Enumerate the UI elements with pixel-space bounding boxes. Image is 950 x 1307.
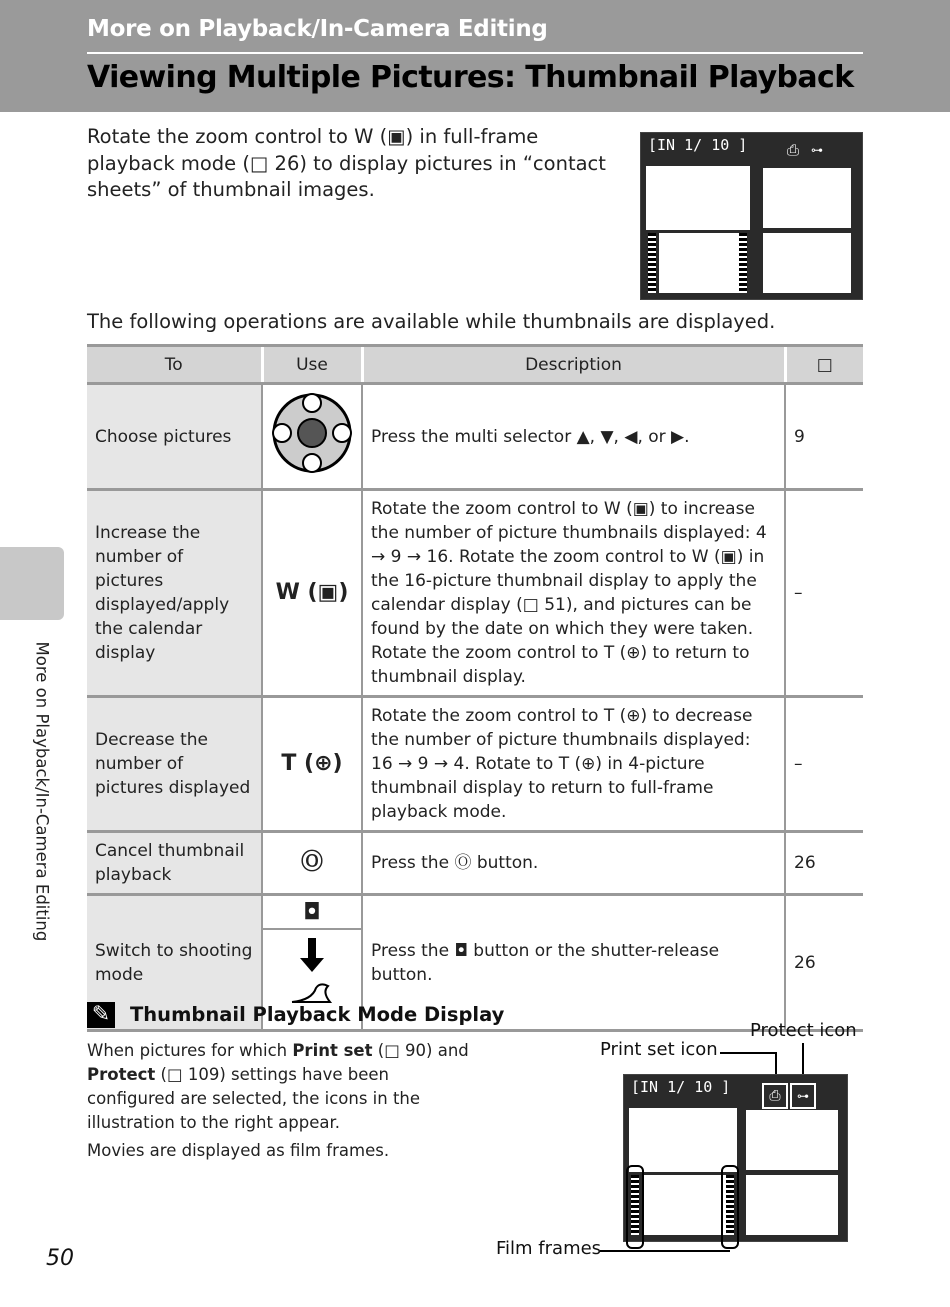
thumbnail-screen-illustration (640, 132, 863, 300)
note-paragraph-1: When pictures for which Print set (□ 90) and Protect (□ 109) settings have been configured are selected, the icons in the illustration to the right appear. (87, 1041, 469, 1132)
side-tab-label: More on Playback/In-Camera Editing (32, 641, 52, 942)
thumbnail-4 (763, 233, 851, 293)
table-header-row (87, 346, 863, 384)
intro-paragraph: Rotate the zoom control to W (▣) in full-frame playback mode (□ 26) to display pictures in “contact sheets” of thumbnail images. (87, 125, 606, 201)
row-description: Press the ◘ button or the shutter-release button. (362, 895, 785, 1031)
frame-counter: [IN 1/ 10 ] (631, 1078, 731, 1096)
film-frame-marker-left (626, 1165, 644, 1249)
print-set-icon: ⎙ (787, 141, 800, 159)
row-page: – (785, 490, 863, 697)
thumbnail-2 (746, 1110, 838, 1170)
side-tab (0, 547, 64, 620)
multi-selector-icon (262, 384, 362, 490)
thumbnail-3 (659, 233, 739, 293)
header-description: Description (362, 346, 785, 384)
frame-counter: [IN 1/ 10 ] (648, 136, 748, 154)
film-frames-leader-left (600, 1250, 632, 1252)
note-body (87, 1039, 482, 1167)
operations-intro: The following operations are available while thumbnails are displayed. (87, 310, 776, 333)
table-row (87, 384, 863, 490)
note-paragraph-2: Movies are displayed as film frames. (87, 1141, 390, 1160)
thumbnail-1 (648, 168, 748, 228)
protect-icon: ⊶ (790, 1083, 816, 1109)
film-frames-leader (632, 1250, 730, 1252)
row-page: 26 (785, 832, 863, 895)
zoom-in-t-icon: T (⊕) (262, 697, 362, 832)
table-row (87, 832, 863, 895)
protect-icon-callout: Protect icon (750, 1020, 857, 1041)
row-to: Decrease the number of pictures displayed (87, 697, 262, 832)
thumbnail-1 (631, 1110, 735, 1170)
section-title: More on Playback/In-Camera Editing (87, 16, 548, 42)
print-set-icon-callout: Print set icon (600, 1039, 718, 1060)
table-row (87, 697, 863, 832)
film-frame-right (739, 233, 747, 293)
row-to: Switch to shooting mode (87, 895, 262, 1031)
note-pencil-icon: ✎ (87, 1002, 115, 1028)
row-page: – (785, 697, 863, 832)
header-rule (87, 52, 863, 54)
row-page: 9 (785, 384, 863, 490)
zoom-out-w-icon: W (▣) (262, 490, 362, 697)
row-to: Choose pictures (87, 384, 262, 490)
thumbnail-4 (746, 1175, 838, 1235)
row-description: Press the Ⓞ button. (362, 832, 785, 895)
operations-table (87, 344, 863, 1032)
header-page-ref-icon: □ (785, 346, 863, 384)
row-to: Increase the number of pictures displayed/apply the calendar display (87, 490, 262, 697)
thumbnail-3 (642, 1175, 726, 1235)
thumbnail-2 (763, 168, 851, 228)
film-frame-left (648, 233, 656, 293)
row-description: Rotate the zoom control to T (⊕) to decrease the number of picture thumbnails displayed: 16 → 9 → 4. Rotate to T (⊕) in 4-picture thumbnail display to return to full-frame playback mode. (362, 697, 785, 832)
note-title: Thumbnail Playback Mode Display (130, 1003, 505, 1026)
print-set-leader (720, 1052, 775, 1054)
row-page: 26 (785, 895, 863, 1031)
row-description: Press the multi selector ▲, ▼, ◀, or ▶. (362, 384, 785, 490)
film-frames-callout: Film frames (496, 1238, 602, 1259)
page-title: Viewing Multiple Pictures: Thumbnail Playback (87, 60, 854, 95)
row-description: Rotate the zoom control to W (▣) to increase the number of picture thumbnails displayed: 4 → 9 → 16. Rotate the zoom control to W (▣) in the 16-picture thumbnail display to apply the calendar display (□ 51), and pictures can be found by the date on which they were taken. Rotate the zoom control to T (⊕) to return to thumbnail display. (362, 490, 785, 697)
table-row (87, 490, 863, 697)
camera-icon: ◘ (263, 898, 361, 930)
ok-button-icon: Ⓞ (262, 832, 362, 895)
row-to: Cancel thumbnail playback (87, 832, 262, 895)
film-frame-marker-right (721, 1165, 739, 1249)
header-use: Use (262, 346, 362, 384)
page-number: 50 (46, 1246, 74, 1271)
header-to: To (87, 346, 262, 384)
print-set-icon: ⎙ (762, 1083, 788, 1109)
protect-icon: ⊶ (811, 143, 823, 157)
